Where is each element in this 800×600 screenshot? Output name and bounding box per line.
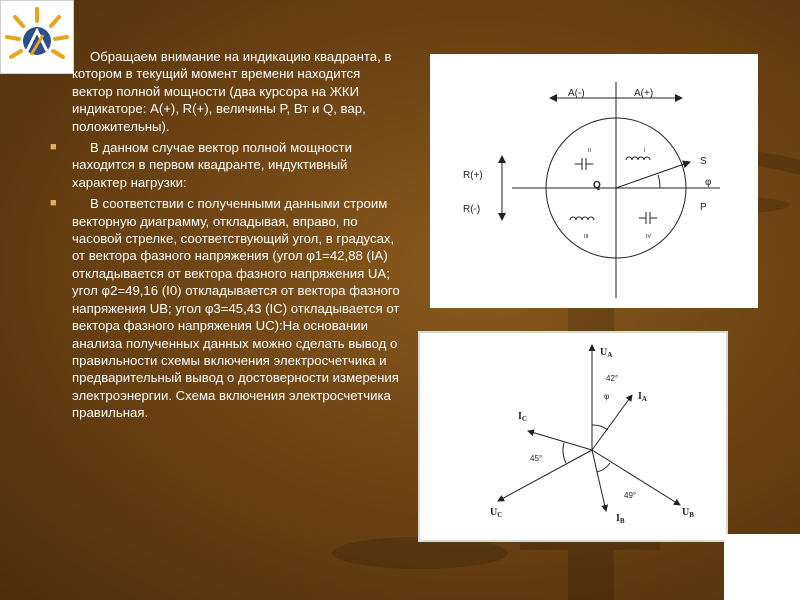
paragraph-1-text: Обращаем внимание на индикацию квадранта, в котором в текущий момент времени находится вектор полной мощности (два курсора на ЖКИ индикаторе: A(+), R(+), величины P, Вт и Q, вар, положительны). — [72, 49, 392, 134]
paragraph-3-text: В соответствии с полученными данными строим векторную диаграмму, откладывая, вправо, по часовой стрелке, соответствующий угол, в градусах, от вектора фазного напряжения (угол φ1=42,88 (IA) откладывается от вектора фазного напряжения UA; угол φ2=49,16 (I0) откладывается от вектора фазного напряжения UB; угол φ3=45,43 (IC) откладывается от вектора фазного напряжения UC):На основании анализа полученных данных можно сделать вывод о правильности схемы включения электросчетчика и предварительный вывод о достоверности измерения электроэнергии. Схема включения электросчетчика правильная. — [72, 196, 400, 421]
label-ua: $U_A$ — [600, 347, 613, 359]
angle-b-label: 49° — [624, 491, 637, 500]
label-ub: $U_B$ — [682, 507, 694, 519]
label-a-plus: A(+) — [634, 88, 654, 99]
paragraph-2-text: В данном случае вектор полной мощности находится в первом квадранте, индуктивный характер нагрузки: — [72, 140, 352, 190]
label-ia: $I_A$ — [638, 391, 647, 403]
paragraph-2 — [50, 139, 400, 191]
main-text-block — [50, 48, 400, 426]
quadrant-diagram-panel — [430, 54, 758, 308]
label-p: P — [700, 202, 707, 213]
label-phi: φ — [705, 177, 712, 188]
label-q: Q — [593, 180, 601, 191]
angle-c-label: 45° — [530, 454, 543, 463]
quadrant-iv-label: IV — [646, 234, 652, 240]
label-r-minus: R(-) — [463, 204, 481, 215]
label-r-plus: R(+) — [463, 170, 483, 181]
paragraph-3 — [50, 195, 400, 421]
angle-a-label: 42° — [606, 374, 619, 383]
white-corner-block — [724, 534, 800, 600]
label-uc: $U_C$ — [490, 507, 503, 519]
phi-label: φ — [604, 392, 610, 401]
vector-diagram-panel — [418, 331, 728, 542]
label-a-minus: A(-) — [568, 88, 585, 99]
quadrant-iii-label: III — [584, 234, 589, 240]
vector-diagram — [420, 333, 726, 540]
quadrant-ii-label: II — [588, 148, 592, 154]
label-ib: $I_B$ — [616, 513, 625, 525]
label-ic: $I_C$ — [518, 411, 527, 423]
quadrant-diagram — [430, 54, 758, 308]
square-bullet-icon: ■ — [50, 197, 57, 210]
paragraph-1 — [60, 48, 400, 135]
quadrant-i-label: I — [644, 148, 646, 154]
label-s: S — [700, 156, 707, 167]
square-bullet-icon: ■ — [50, 141, 57, 154]
